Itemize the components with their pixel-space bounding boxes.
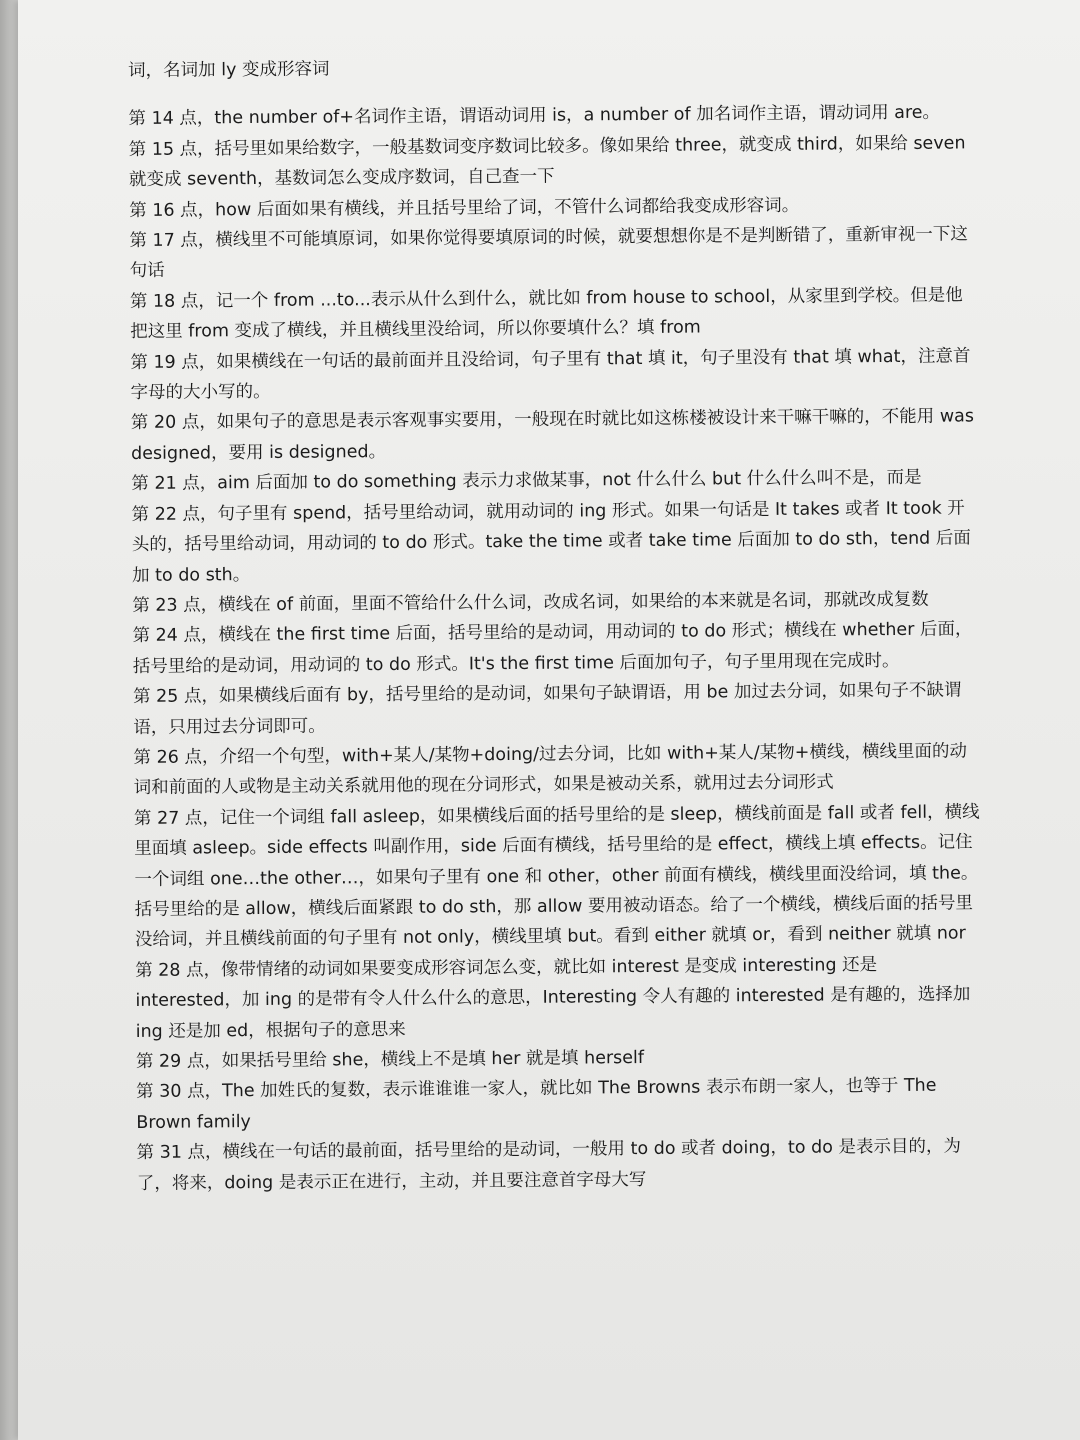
point-16: 第 16 点，how 后面如果有横线，并且括号里给了词，不管什么词都给我变成形容词。 [129, 195, 800, 221]
notes-content [128, 49, 987, 1199]
point-27: 第 27 点，记住一个词组 fall asleep，如果横线后面的括号里给的是 sleep，横线前面是 fall 或者 fell，横线里面填 asleep。side effects 叫副作用，side 后面有横线，括号里给的是 effect，横线上填 effects。记住一个词组 one…the other…，如果句子里有 one 和 other，other 前面有横线，横线里面没给词，填 the。括号里给的是 allow，横线后面紧跟 to do sth，那 allow 要用被动语态。给了一个横线，横线后面的括号里没给词，并且横线前面的句子里有 not only，横线里填 but。看到 either 就填 or，看到 neither 就填 nor [133, 802, 980, 951]
point-28: 第 28 点，像带情绪的动词如果要变成形容词怎么变，就比如 interest 是变成 interesting 还是 interested，加 ing 的是带有令人什么什么的意思，Interesting 令人有趣的 interested 是有趣的，选择加 ing 还是加 ed，根据句子的意思来 [135, 954, 971, 1042]
book-page [18, 0, 1080, 1440]
point-21: 第 21 点，aim 后面加 to do something 表示力求做某事，not 什么什么 but 什么什么叫不是，而是 [131, 468, 922, 495]
point-23: 第 23 点，横线在 of 前面，里面不管给什么什么词，改成名词，如果给的本来就是名词，那就改成复数 [132, 589, 929, 616]
point-25: 第 25 点，如果横线后面有 by，括号里给的是动词，如果句子缺谓语，用 be 加过去分词，如果句子不缺谓语，只用过去分词即可。 [132, 680, 962, 738]
point-31: 第 31 点，横线在一句话的最前面，括号里给的是动词，一般用 to do 或者 doing，to do 是表示目的，为了，将来，doing 是表示正在进行，主动，并且要注意首字母大写 [136, 1136, 962, 1194]
point-15: 第 15 点，括号里如果给数字，一般基数词变序数词比较多。像如果给 three，就变成 third，如果给 seven 就变成 seventh，基数词怎么变成序数词，自己查一下 [128, 133, 966, 191]
point-17: 第 17 点，横线里不可能填原词，如果你觉得要填原词的时候，就要想想你是不是判断错了，重新审视一下这句话 [129, 224, 968, 282]
point-29: 第 29 点，如果括号里给 she，横线上不是填 her 就是填 herself [135, 1047, 645, 1072]
point-14: 第 14 点，the number of+名词作主语，谓语动词用 is，a number of 加名词作主语，谓动词用 are。 [128, 103, 941, 130]
adjacent-page-edge [0, 0, 18, 1440]
point-18: 第 18 点，记一个 from ...to...表示从什么到什么，就比如 from house to school，从家里到学校。但是他把这里 from 变成了横线，并且横线里没给词，所以你要填什么？填 from [129, 285, 963, 343]
point-24: 第 24 点，横线在 the first time 后面，括号里给的是动词，用动词的 to do 形式；横线在 whether 后面，括号里给的是动词，用动词的 to do 形式。It's the first time 后面加句子，句子里用现在完成时。 [132, 619, 973, 677]
intro-line: 词，名词加 ly 变成形容词 [128, 59, 330, 81]
point-20: 第 20 点，如果句子的意思是表示客观事实要用，一般现在时就比如这栋楼被设计来干嘛干嘛的，不能用 was designed，要用 is designed。 [130, 406, 975, 464]
point-26: 第 26 点，介绍一个句型，with+某人/某物+doing/过去分词，比如 with+某人/某物+横线，横线里面的动词和前面的人或物是主动关系就用他的现在分词形式，如果是被动关系，就用过去分词形式 [133, 741, 968, 799]
point-19: 第 19 点，如果横线在一句话的最前面并且没给词，句子里有 that 填 it，句子里没有 that 填 what，注意首字母的大小写的。 [130, 346, 971, 404]
point-22: 第 22 点，句子里有 spend，括号里给动词，就用动词的 ing 形式。如果一句话是 It takes 或者 It took 开头的，括号里给动词，用动词的 to do 形式。take the time 或者 take time 后面加 to do sth，tend 后面加 to do sth。 [131, 498, 971, 586]
point-30: 第 30 点，The 加姓氏的复数，表示谁谁谁一家人，就比如 The Browns 表示布朗一家人，也等于 The Brown family [136, 1076, 937, 1133]
